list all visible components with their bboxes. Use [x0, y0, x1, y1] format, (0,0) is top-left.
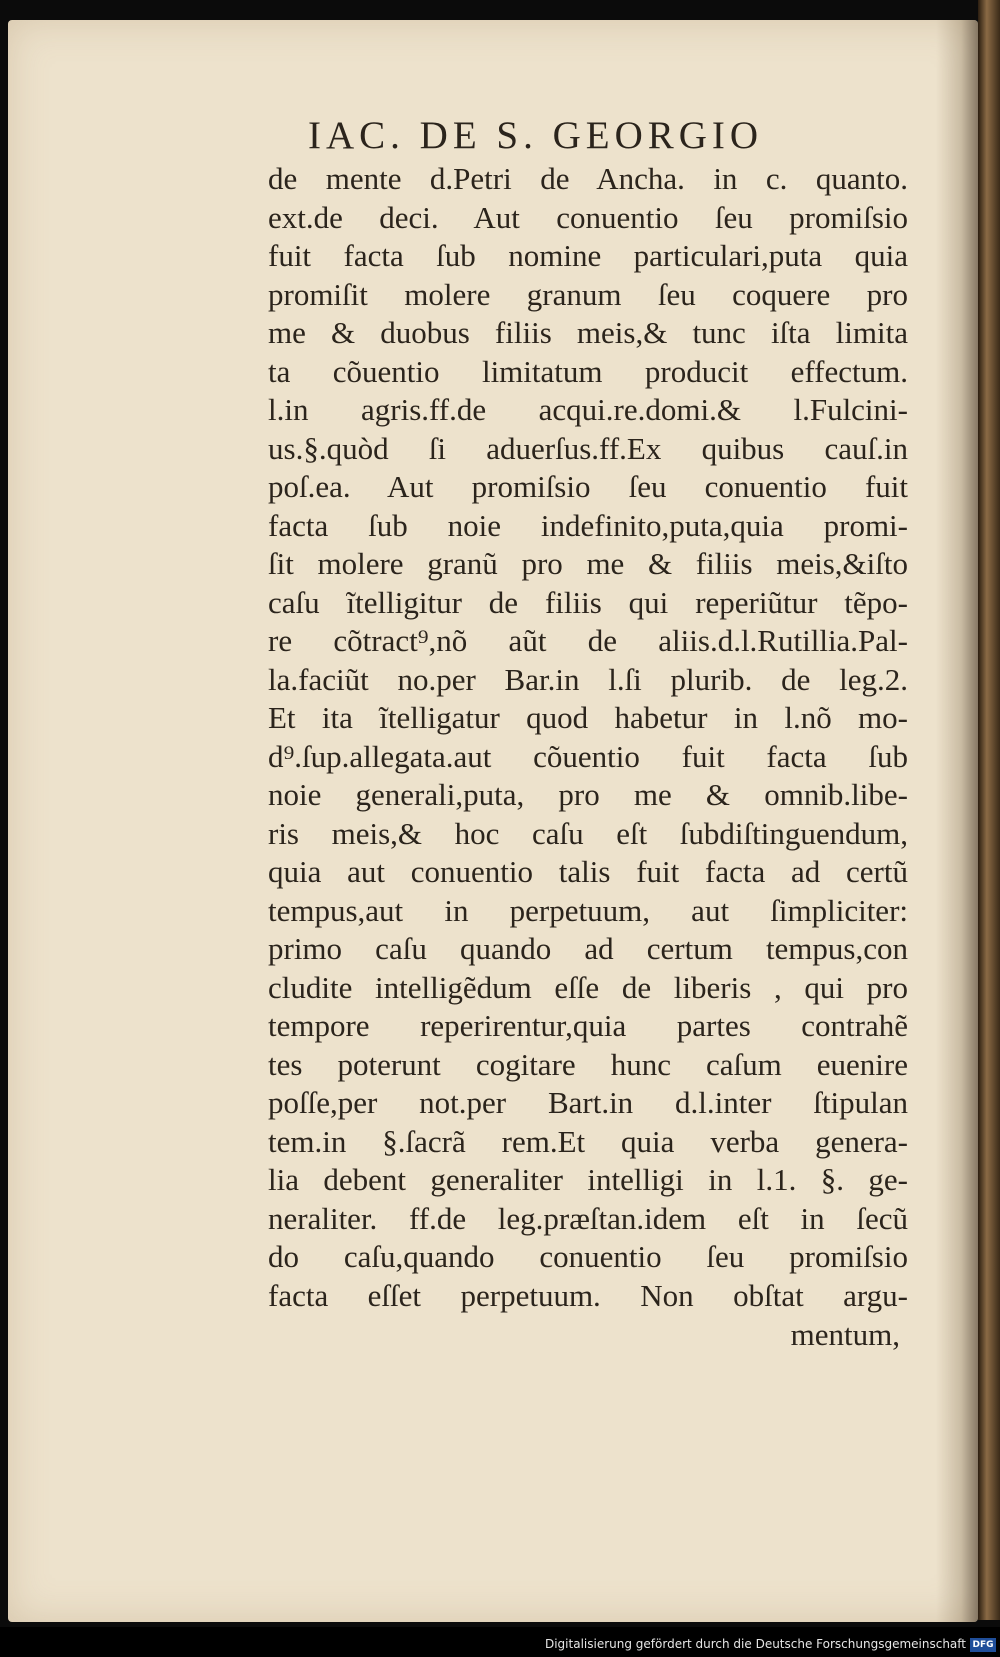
text-line: ris meis,& hoc caſu eſt ſubdiſtinguendum,: [268, 815, 908, 851]
text-line: poſ.ea. Aut promiſsio ſeu conuentio fuit: [268, 469, 908, 504]
page-text-block: [268, 112, 908, 1355]
text-line: la.faciũt no.per Bar.in l.ſi plurib. de leg.2.: [268, 661, 908, 697]
text-line: caſu ĩtelligitur de filiis qui reperiũtur tẽpo-: [268, 584, 908, 620]
text-line: tem.in §.ſacrã rem.Et quia verba genera-: [268, 1123, 908, 1159]
text-line: poſſe,per not.per Bart.in d.l.inter ſtipulan: [268, 1085, 908, 1120]
text-line: ta cõuentio limitatum producit effectum.: [268, 353, 908, 389]
text-line: us.§.quòd ſi aduerſus.ff.Ex quibus cauſ.in: [268, 430, 908, 466]
text-line: tempus,aut in perpetuum, aut ſimpliciter:: [268, 892, 908, 928]
text-line: fuit facta ſub nomine particulari,puta quia: [268, 238, 908, 273]
text-line: do caſu,quando conuentio ſeu promiſsio: [268, 1239, 908, 1274]
text-line: d⁹.ſup.allegata.aut cõuentio fuit facta ſub: [268, 738, 908, 774]
text-line: ſit molere granũ pro me & filiis meis,&iſto: [268, 546, 908, 581]
text-line: Et ita ĩtelligatur quod habetur in l.nõ mo-: [268, 700, 908, 735]
text-line: lia debent generaliter intelligi in l.1. §. ge-: [268, 1162, 908, 1197]
text-line: facta ſub noie indefinito,puta,quia promi-: [268, 507, 908, 543]
text-line: de mente d.Petri de Ancha. in c. quanto.: [268, 161, 908, 196]
text-line: ext.de deci. Aut conuentio ſeu promiſsio: [268, 199, 908, 235]
text-line: neraliter. ff.de leg.præſtan.idem eſt in ſecũ: [268, 1200, 908, 1236]
text-line: cludite intelligẽdum eſſe de liberis , qui pro: [268, 969, 908, 1005]
text-line: primo caſu quando ad certum tempus,con: [268, 931, 908, 966]
body-text: [268, 160, 908, 1315]
running-head: IAC. DE S. GEORGIO: [308, 114, 764, 157]
catchword: mentum,: [790, 1317, 900, 1352]
funding-credit: Digitalisierung gefördert durch die Deutsche Forschungsgemeinschaft: [544, 1637, 966, 1651]
text-line: tempore reperirentur,quia partes contrahẽ: [268, 1008, 908, 1043]
text-line: tes poterunt cogitare hunc caſum euenire: [268, 1046, 908, 1082]
text-line: noie generali,puta, pro me & omnib.libe-: [268, 777, 908, 812]
dfg-logo: DFG: [970, 1638, 996, 1652]
page-gutter-shadow: [936, 20, 978, 1622]
text-line: l.in agris.ff.de acqui.re.domi.& l.Fulcini-: [268, 392, 908, 427]
text-line: re cõtract⁹,nõ aũt de aliis.d.l.Rutillia.Pal-: [268, 623, 908, 658]
footer-bar: [0, 1627, 1000, 1657]
text-line: me & duobus filiis meis,& tunc iſta limita: [268, 315, 908, 350]
text-line: facta eſſet perpetuum. Non obſtat argu-: [268, 1277, 908, 1313]
text-line: promiſit molere granum ſeu coquere pro: [268, 276, 908, 312]
text-line: quia aut conuentio talis fuit facta ad certũ: [268, 854, 908, 889]
book-fore-edge: [978, 0, 1000, 1620]
